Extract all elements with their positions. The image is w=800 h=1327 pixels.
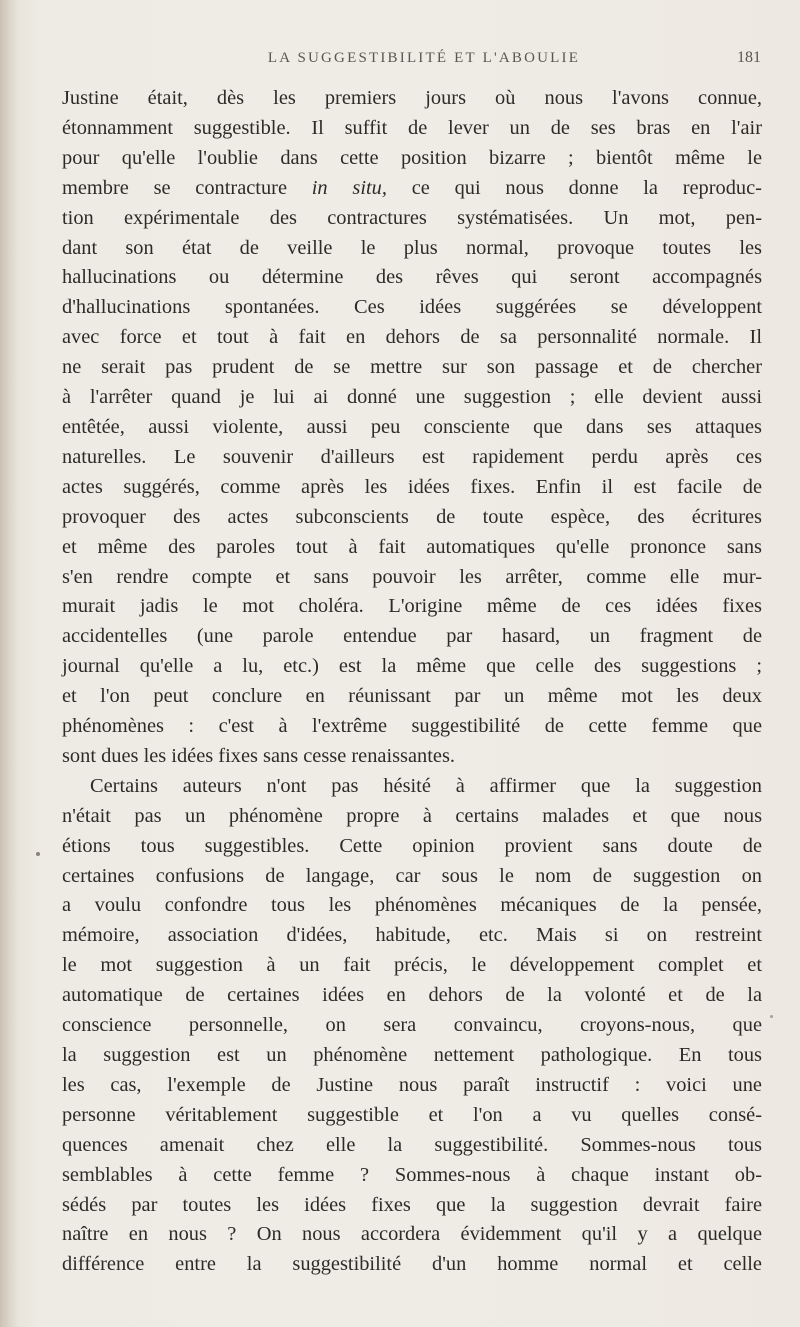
text-line: le mot suggestion à un fait précis, le développement complet et xyxy=(62,954,762,977)
margin-speck xyxy=(770,1015,773,1018)
italic-phrase: in situ, xyxy=(311,176,387,199)
text-line: étonnamment suggestible. Il suffit de lever un de ses bras en l'air xyxy=(62,116,762,139)
text-line: naître en nous ? On nous accordera évidemment qu'il y a quelque xyxy=(62,1223,762,1246)
text-fragment: ce qui nous donne la reproduc- xyxy=(386,176,762,199)
text-line: d'hallucinations spontanées. Ces idées suggérées se développent xyxy=(62,296,762,319)
text-line: certaines confusions de langage, car sous le nom de suggestion on xyxy=(62,864,762,887)
text-line: semblables à cette femme ? Sommes-nous à chaque instant ob- xyxy=(62,1163,762,1186)
text-line: les cas, l'exemple de Justine nous paraît instructif : voici une xyxy=(62,1073,762,1096)
text-line: journal qu'elle a lu, etc.) est la même que celle des suggestions ; xyxy=(62,655,762,678)
text-line: et l'on peut conclure en réunissant par un même mot les deux xyxy=(62,685,762,708)
text-line: dant son état de veille le plus normal, provoque toutes les xyxy=(62,236,762,259)
text-line: phénomènes : c'est à l'extrême suggestibilité de cette femme que xyxy=(62,715,762,738)
text-line: différence entre la suggestibilité d'un homme normal et celle xyxy=(62,1253,762,1276)
text-line: murait jadis le mot choléra. L'origine même de ces idées fixes xyxy=(62,595,762,618)
text-line: ne serait pas prudent de se mettre sur son passage et de chercher xyxy=(62,356,762,379)
text-line: Certains auteurs n'ont pas hésité à affirmer que la suggestion xyxy=(90,774,762,797)
text-line: mémoire, association d'idées, habitude, etc. Mais si on restreint xyxy=(62,924,762,947)
paragraph-1 xyxy=(62,84,762,772)
text-line: naturelles. Le souvenir d'ailleurs est rapidement perdu après ces xyxy=(62,445,762,468)
text-line: la suggestion est un phénomène nettement pathologique. En tous xyxy=(62,1044,762,1066)
text-line: sont dues les idées fixes sans cesse renaissantes. xyxy=(62,744,455,767)
text-line: personne véritablement suggestible et l'on a vu quelles consé- xyxy=(62,1103,762,1126)
text-line: hallucinations ou détermine des rêves qui seront accompagnés xyxy=(62,266,762,289)
body-text xyxy=(62,84,762,1280)
page-number: 181 xyxy=(737,49,761,66)
text-line: automatique de certaines idées en dehors de la volonté et de la xyxy=(62,984,762,1007)
text-line: a voulu confondre tous les phénomènes mécaniques de la pensée, xyxy=(62,894,762,917)
text-line: provoquer des actes subconscients de toute espèce, des écritures xyxy=(62,505,762,528)
text-line: quences amenait chez elle la suggestibilité. Sommes-nous tous xyxy=(62,1133,762,1156)
text-line: entêtée, aussi violente, aussi peu consciente que dans ses attaques xyxy=(62,415,762,438)
text-line: et même des paroles tout à fait automatiques qu'elle prononce sans xyxy=(62,535,762,558)
text-line: étions tous suggestibles. Cette opinion provient sans doute de xyxy=(62,834,762,857)
text-line: avec force et tout à fait en dehors de sa personnalité normale. Il xyxy=(62,326,762,349)
text-line: pour qu'elle l'oublie dans cette position bizarre ; bientôt même le xyxy=(62,146,762,169)
text-line: actes suggérés, comme après les idées fixes. Enfin il est facile de xyxy=(62,475,762,498)
margin-speck xyxy=(36,852,40,856)
text-fragment: membre se contracture xyxy=(62,176,312,199)
paragraph-2 xyxy=(62,772,762,1280)
text-line: conscience personnelle, on sera convaincu, croyons-nous, que xyxy=(62,1014,762,1037)
running-head: LA SUGGESTIBILITÉ ET L'ABOULIE xyxy=(267,50,581,66)
text-line: à l'arrêter quand je lui ai donné une suggestion ; elle devient aussi xyxy=(62,386,762,409)
page-binding-edge xyxy=(0,0,18,1327)
text-line: n'était pas un phénomène propre à certains malades et que nous xyxy=(62,804,762,827)
text-line: sédés par toutes les idées fixes que la suggestion devrait faire xyxy=(62,1193,762,1216)
text-line: tion expérimentale des contractures systématisées. Un mot, pen- xyxy=(62,206,762,229)
text-line-with-italic xyxy=(62,174,762,204)
text-line: accidentelles (une parole entendue par hasard, un fragment de xyxy=(62,625,762,648)
text-line: Justine était, dès les premiers jours où nous l'avons connue, xyxy=(62,87,762,109)
text-line: s'en rendre compte et sans pouvoir les arrêter, comme elle mur- xyxy=(62,565,762,588)
